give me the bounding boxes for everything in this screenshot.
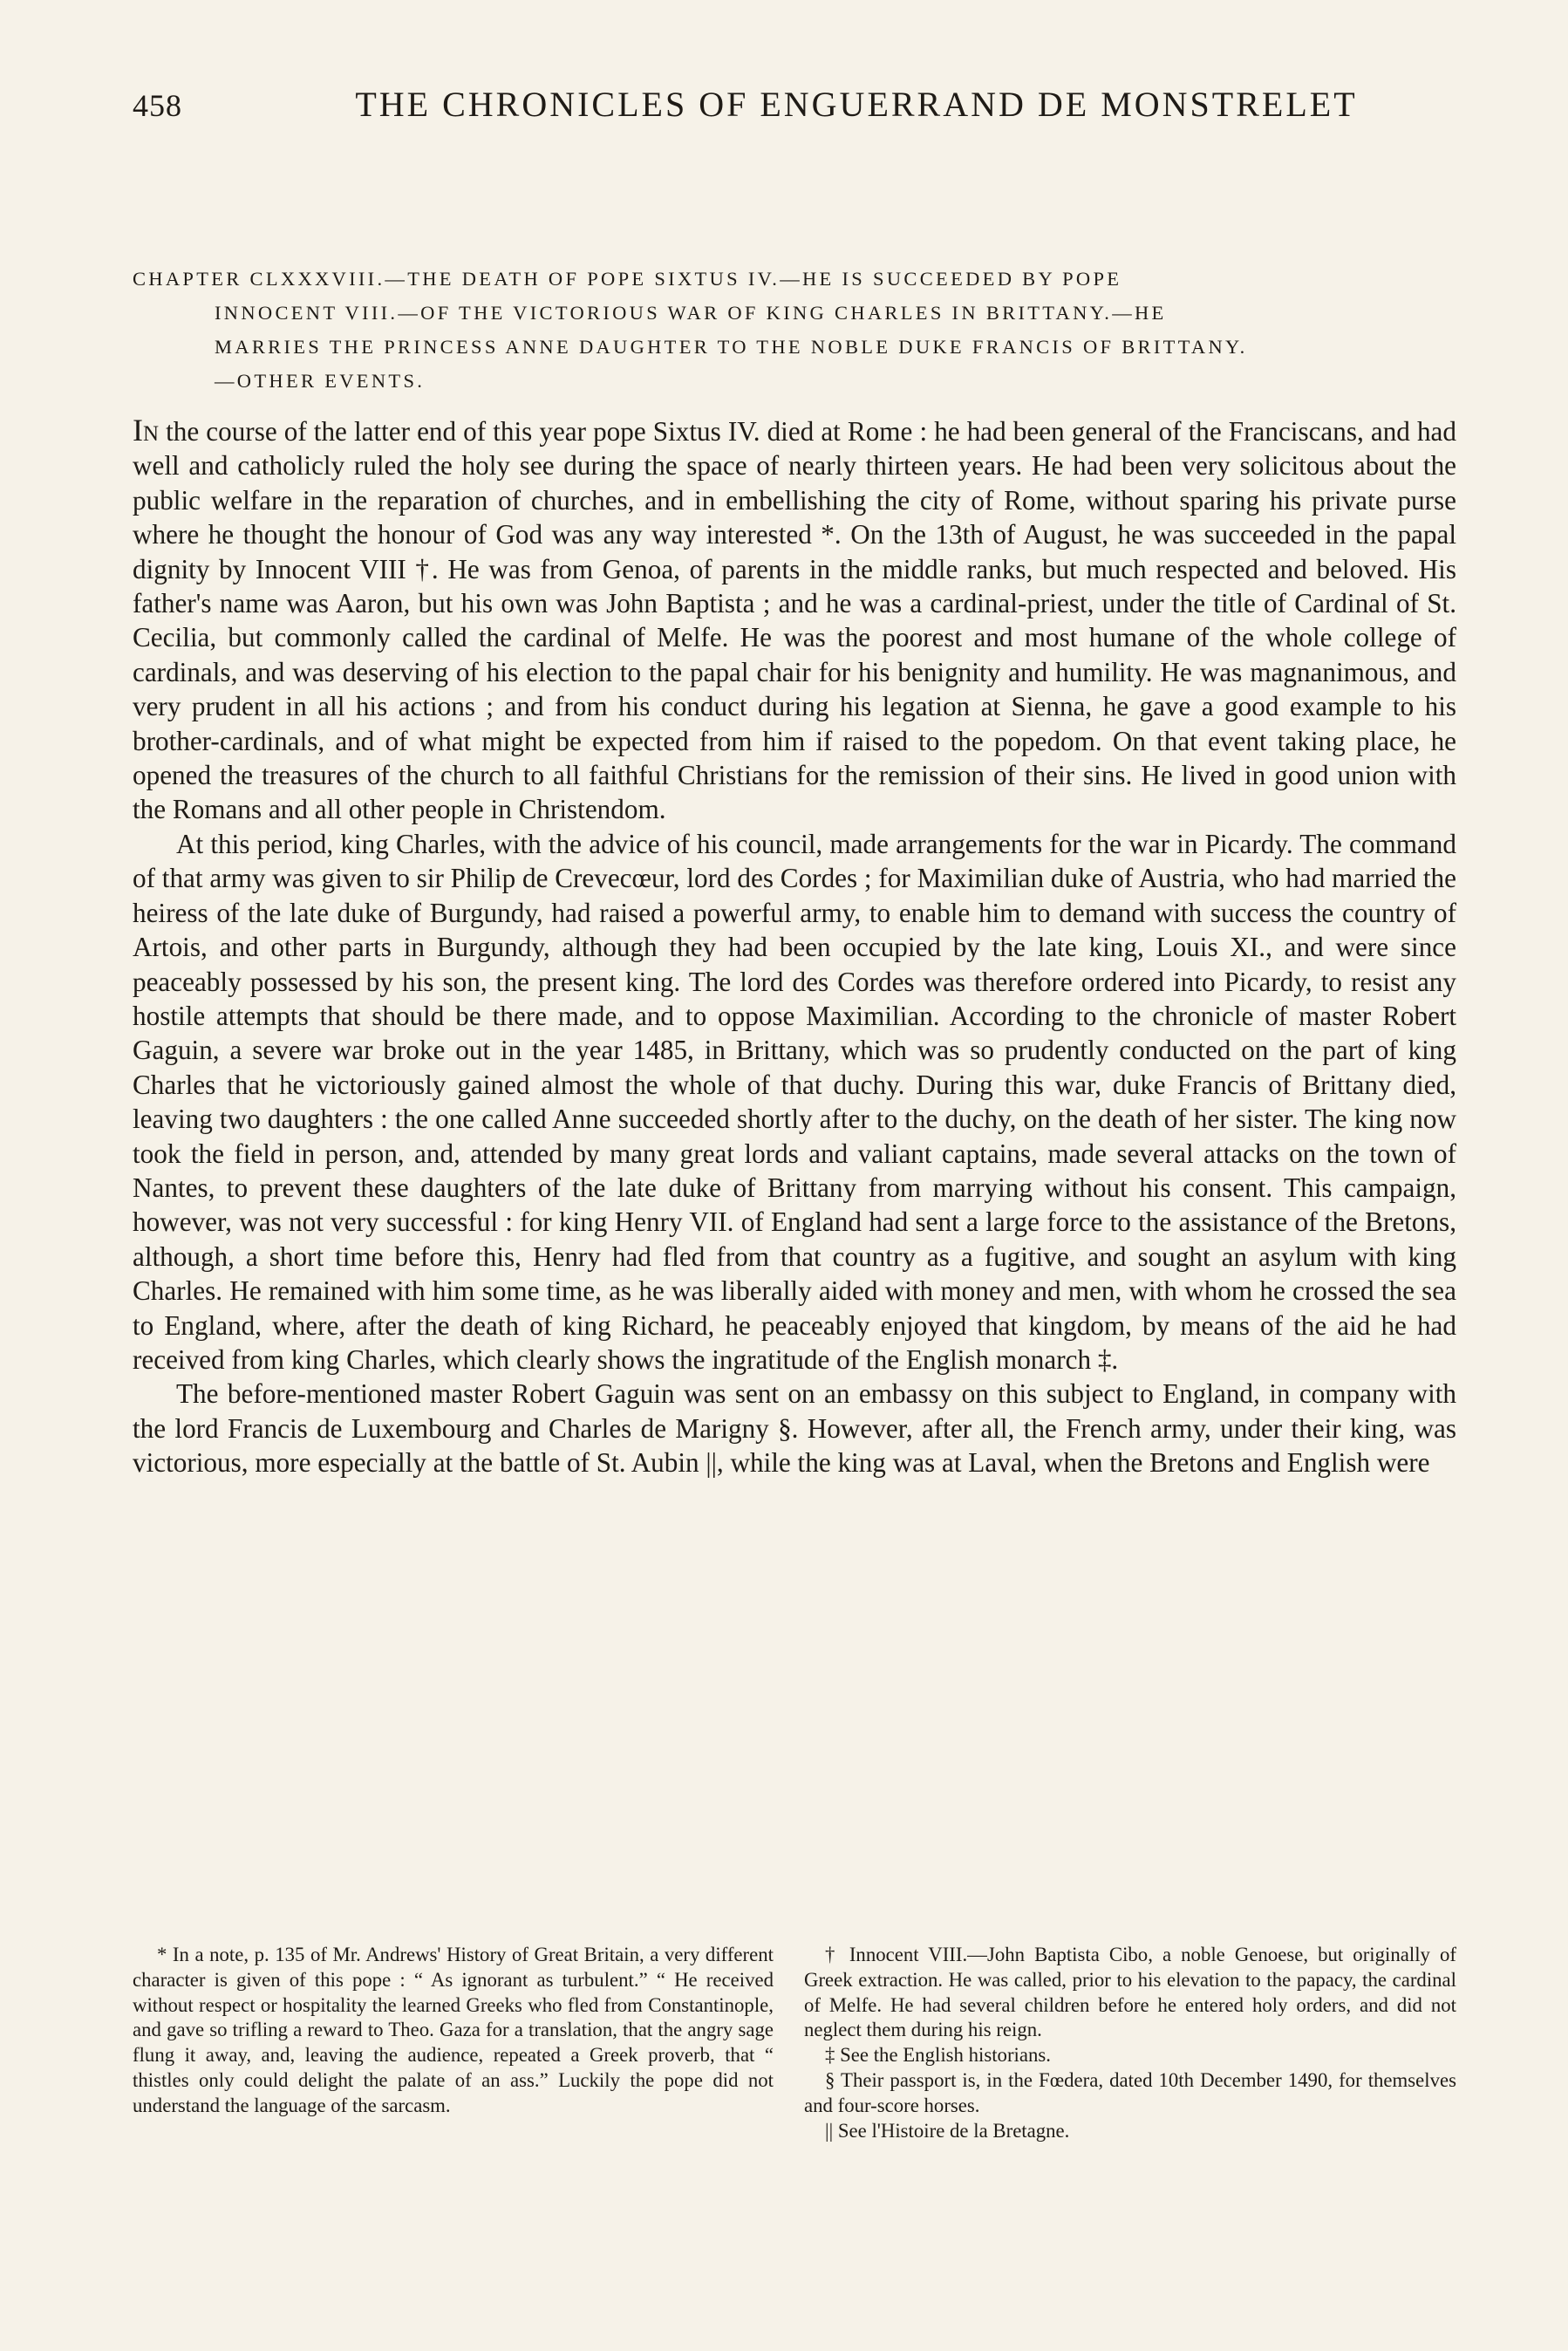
chapter-heading-line: MARRIES THE PRINCESS ANNE DAUGHTER TO THE NOBLE DUKE FRANCIS OF BRITTANY. bbox=[215, 336, 1248, 358]
body-paragraph: At this period, king Charles, with the advice of his council, made arrangements for the war in Picardy. The command of that army was given to sir Philip de Crevecœur, lord des Cordes ; for Maximilian duke of Austria, who had married the heiress of the late duke of Burgundy, had raised a powerful army, to enable him to demand with success the country of Artois, and other parts in Burgundy, although they had been occupied by the late king, Louis XI., and were since peaceably possessed by his son, the present king. The lord des Cordes was therefore ordered into Picardy, to resist any hostile attempts that should be there made, and to oppose Maximilian. According to the chronicle of master Robert Gaguin, a severe war broke out in the year 1485, in Brittany, which was so prudently conducted on the part of king Charles that he victoriously gained almost the whole of that duchy. During this war, duke Francis of Brittany died, leaving two daughters : the one called Anne succeeded shortly after to the duchy, on the death of her sister. The king now took the field in person, and, attended by many great lords and valiant captains, made several attacks on the town of Nantes, to prevent these daughters of the late duke of Brittany from marrying without his consent. This campaign, however, was not very successful : for king Henry VII. of England had sent a large force to the assistance of the Bretons, although, a short time before this, Henry had fled from that country as a fugitive, and sought an asylum with king Charles. He remained with him some time, as he was liberally aided with money and men, with whom he crossed the sea to England, where, after the death of king Richard, he peaceably enjoyed that kingdom, by means of the aid he had received from king Charles, which clearly shows the ingratitude of the English monarch ‡. bbox=[133, 828, 1456, 1375]
footnote: ‡ See the English historians. bbox=[825, 2044, 1051, 2067]
chapter-heading-line: —OTHER EVENTS. bbox=[215, 370, 426, 392]
footnotes-right-column bbox=[804, 1943, 1456, 2143]
chapter-heading-line: CHAPTER CLXXXVIII.—THE DEATH OF POPE SIXTUS IV.—HE IS SUCCEEDED BY POPE bbox=[133, 268, 1122, 290]
paragraph-text: the course of the latter end of this year pope Sixtus IV. died at Rome : he had been general of the Franciscans, and had well and catholicly ruled the holy see during the space of nearly thirteen years. He had been very solicitous about the public welfare in the reparation of churches, and in embellishing the city of Rome, without sparing his private purse where he thought the honour of God was any way interested *. On the 13th of August, he was succeeded in the papal dignity by Innocent VIII †. He was from Genoa, of parents in the middle ranks, but much respected and beloved. His father's name was Aaron, but his own was John Baptista ; and he was a cardinal-priest, under the title of Cardinal of St. Cecilia, but commonly called the cardinal of Melfe. He was the poorest and most humane of the whole college of cardinals, and was deserving of his election to the papal chair for his benignity and humility. He was magnanimous, and very prudent in all his actions ; and from his conduct during his legation at Sienna, he gave a good example to his brother-cardinals, and of what might be expected from him if raised to the popedom. On that event taking place, he opened the treasures of the church to all faithful Christians for the remission of their sins. He lived in good union with the Romans and all other people in Christendom. bbox=[133, 416, 1456, 825]
footnote: * In a note, p. 135 of Mr. Andrews' History of Great Britain, a very different character is given of this pope : “ As ignorant as turbulent.” “ He received without respect or hospitality the learned Greeks who fled from Constantinople, and gave so trifling a reward to Theo. Gaza for a translation, that the angry sage flung it away, and, leaving the audience, repeated a Greek proverb, that “ thistles only could delight the palate of an ass.” Luckily the pope did not understand the language of the sarcasm. bbox=[133, 1944, 774, 2116]
page-number: 458 bbox=[133, 88, 182, 123]
page-header bbox=[133, 79, 1458, 140]
body-paragraph: The before-mentioned master Robert Gaguin was sent on an embassy on this subject to England, in company with the lord Francis de Luxembourg and Charles de Marigny §. However, after all, the French army, under their king, was victorious, more especially at the battle of St. Aubin ||, while the king was at Laval, when the Bretons and English were bbox=[133, 1378, 1456, 1479]
footnote: § Their passport is, in the Fœdera, dated 10th December 1490, for themselves and four-score horses. bbox=[804, 2068, 1456, 2116]
chapter-body bbox=[133, 413, 1456, 1480]
footnote: † Innocent VIII.—John Baptista Cibo, a noble Genoese, but originally of Greek extraction. He was called, prior to his elevation to the papacy, the cardinal of Melfe. He had several children before he entered holy orders, and did not neglect them during his reign. bbox=[804, 1944, 1456, 2041]
body-paragraph bbox=[133, 413, 1456, 827]
dropcap: In bbox=[133, 413, 160, 448]
chapter-heading-line: INNOCENT VIII.—OF THE VICTORIOUS WAR OF KING CHARLES IN BRITTANY.—HE bbox=[215, 302, 1167, 324]
footnote: || See l'Histoire de la Bretagne. bbox=[825, 2119, 1070, 2142]
footnotes-left-column bbox=[133, 1943, 774, 2119]
chapter-heading bbox=[133, 262, 1456, 398]
running-title: THE CHRONICLES OF ENGUERRAND DE MONSTRELET bbox=[355, 85, 1358, 124]
